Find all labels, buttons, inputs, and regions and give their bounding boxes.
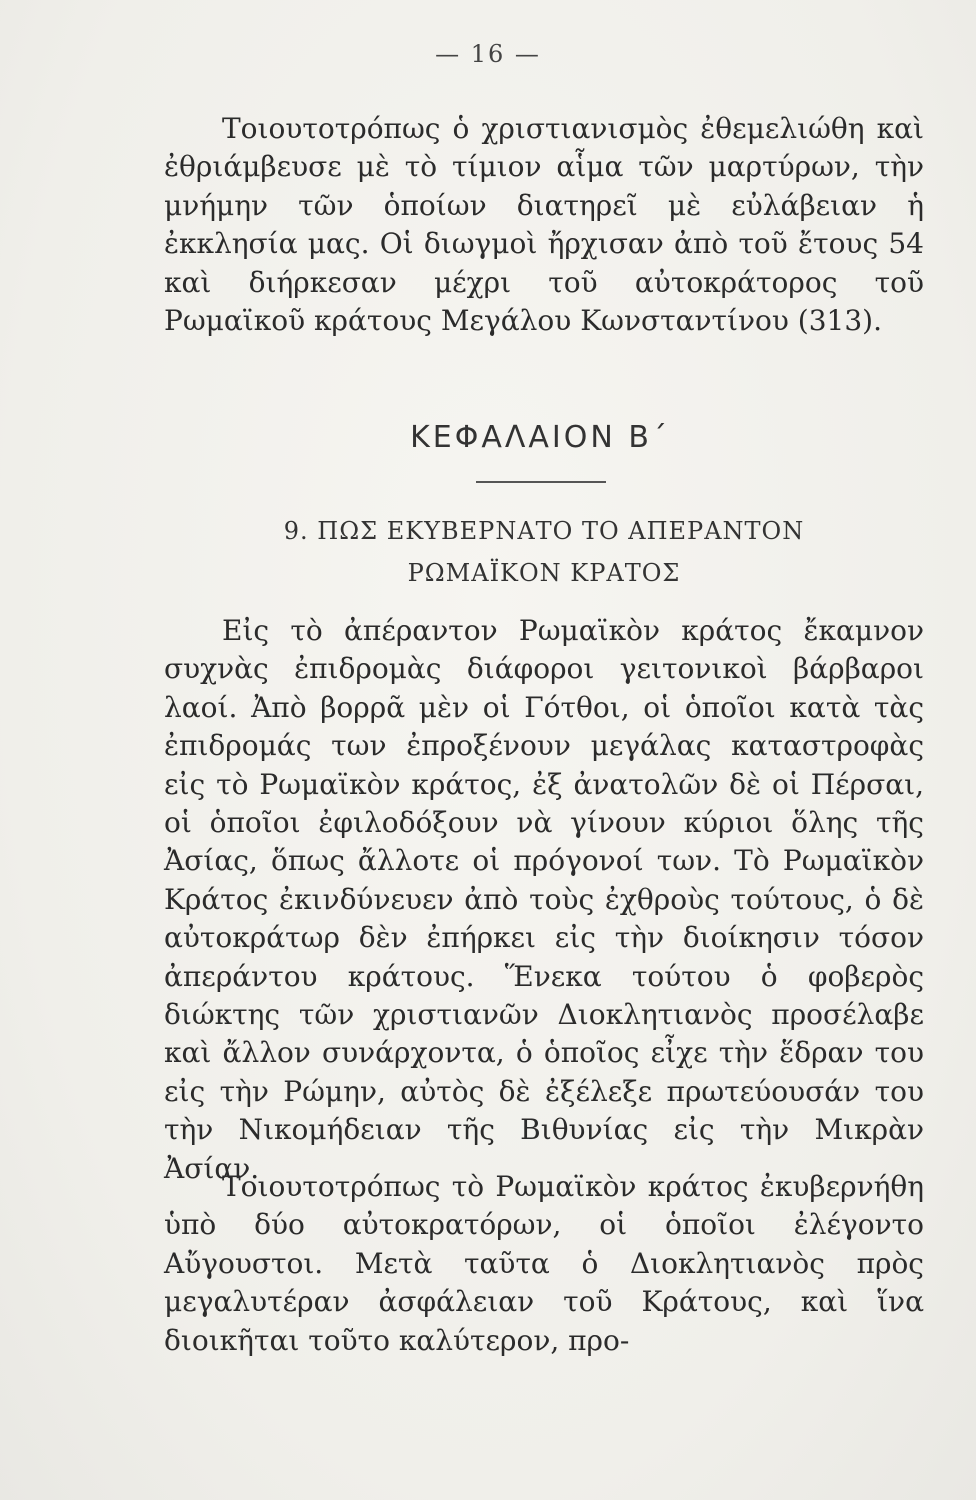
paragraph-barbarian-invasions: Εἰς τὸ ἀπέραντον Ρωμαϊκὸν κράτος ἔκαμνον συχνὰς ἐπιδρομὰς διάφοροι γειτονικοὶ βάρβαροι λαοί. Ἀπὸ βορρᾶ μὲν οἱ Γότθοι, οἱ ὁποῖοι κατὰ τὰς ἐπιδρομάς των ἐπροξένουν μεγάλας καταστροφὰς εἰς τὸ Ρωμαϊκὸν κράτος, ἐξ ἀνατολῶν δὲ οἱ Πέρσαι, οἱ ὁποῖοι ἐφιλοδόξουν νὰ γίνουν κύριοι ὅλης τῆς Ἀσίας, ὅπως ἄλλοτε οἱ πρόγονοί των. Τὸ Ρωμαϊκὸν Κράτος ἐκινδύνευεν ἀπὸ τοὺς ἐχθροὺς τούτους, ὁ δὲ αὐτοκράτωρ δὲν ἐπήρκει εἰς τὴν διοίκησιν τόσον ἀπεράντου κράτους. Ἕνεκα τούτου ὁ φοβερὸς διώκτης τῶν χριστιανῶν Διοκλητιανὸς προσέλαβε καὶ ἄλλον συνάρχοντα, ὁ ὁποῖος εἶχε τὴν ἕδραν του εἰς τὴν Ρώμην, αὐτὸς δὲ ἐξέλεξε πρωτεύουσάν του τὴν Νικομήδειαν τῆς Βιθυνίας εἰς τὴν Μικρὰν Ἀσίαν. — [164, 614, 924, 1185]
paragraph-christianity-persecutions: Τοιουτοτρόπως ὁ χριστιανισμὸς ἐθεμελιώθη καὶ ἐθριάμβευσε μὲ τὸ τίμιον αἷμα τῶν μαρτύρων, τὴν μνήμην τῶν ὁποίων διατηρεῖ μὲ εὐλάβειαν ἡ ἐκκλησία μας. Οἱ διωγμοὶ ἤρχισαν ἀπὸ τοῦ ἔτους 54 καὶ διήρκεσαν μέχρι τοῦ αὐτοκράτορος τοῦ Ρωμαϊκοῦ κράτους Μεγάλου Κωνσταντίνου (313). — [164, 112, 924, 338]
section-title-line-1: 9. ΠΩΣ ΕΚΥΒΕΡΝΑΤΟ ΤΟ ΑΠΕΡΑΝΤΟΝ — [283, 517, 805, 545]
page-number: — 16 — — [435, 40, 541, 68]
chapter-heading: ΚΕΦΑΛΑΙΟΝ Β΄ — [410, 420, 670, 455]
chapter-divider — [476, 481, 606, 483]
section-title-line-2: ΡΩΜΑΪΚΟΝ ΚΡΑΤΟΣ — [407, 559, 681, 587]
paragraph-two-emperors: Τοιουτοτρόπως τὸ Ρωμαϊκὸν κράτος ἐκυβερνήθη ὑπὸ δύο αὐτοκρατόρων, οἱ ὁποῖοι ἐλέγοντο Αὔγουστοι. Μετὰ ταῦτα ὁ Διοκλητιανὸς πρὸς μεγαλυτέραν ἀσφάλειαν τοῦ Κράτους, καὶ ἵνα διοικῆται τοῦτο καλύτερον, προ- — [164, 1170, 924, 1357]
section-title — [164, 510, 924, 594]
